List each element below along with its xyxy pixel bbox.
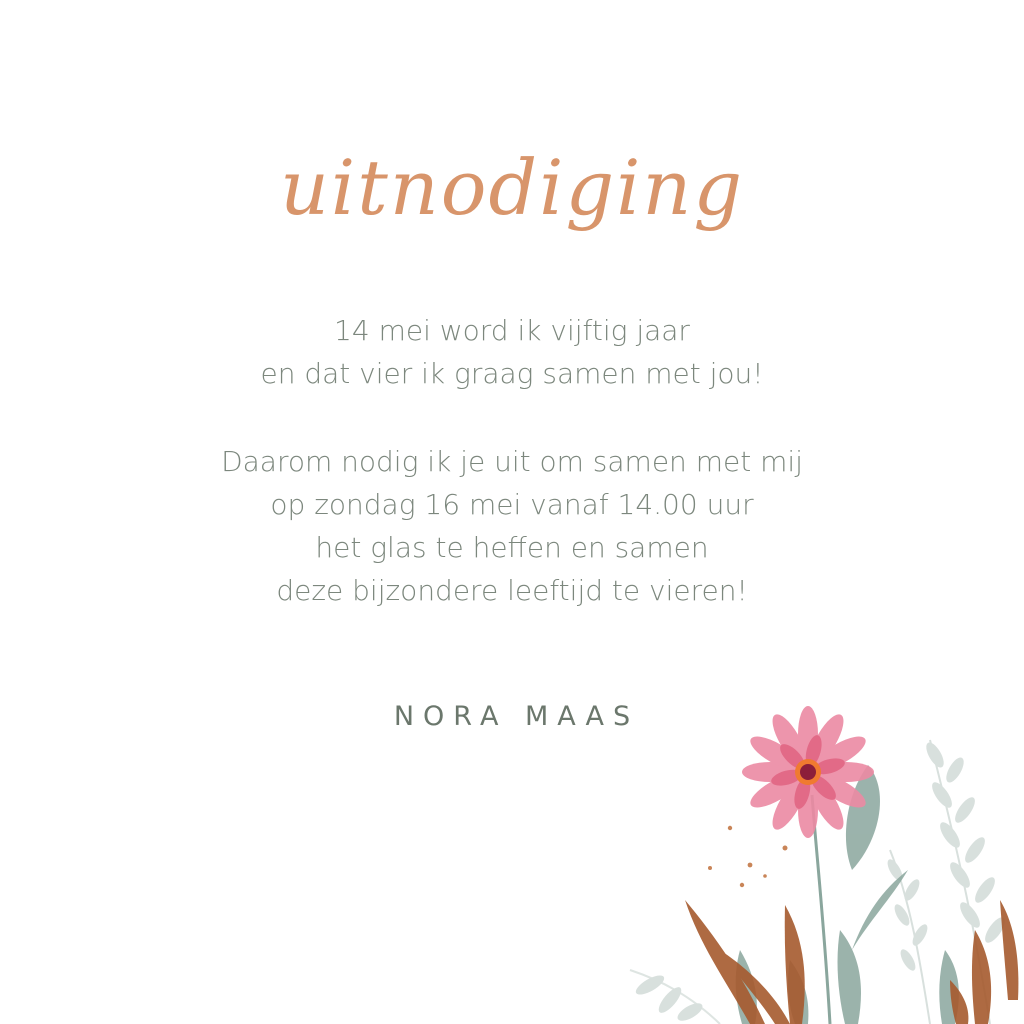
details-line: deze bijzondere leeftijd te vieren! — [276, 574, 748, 607]
invitation-title: uitnodiging — [279, 143, 744, 232]
details-paragraph — [0, 440, 1024, 612]
intro-line: 14 mei word ik vijftig jaar — [334, 314, 690, 347]
watercolor-flower-icon — [590, 700, 1024, 1024]
intro-line: en dat vier ik graag samen met jou! — [260, 357, 764, 390]
details-line: het glas te heffen en samen — [315, 531, 709, 564]
details-line: op zondag 16 mei vanaf 14.00 uur — [270, 488, 754, 521]
host-name: NORA MAAS — [393, 701, 640, 732]
intro-paragraph — [0, 309, 1024, 395]
details-line: Daarom nodig ik je uit om samen met mij — [221, 445, 803, 478]
